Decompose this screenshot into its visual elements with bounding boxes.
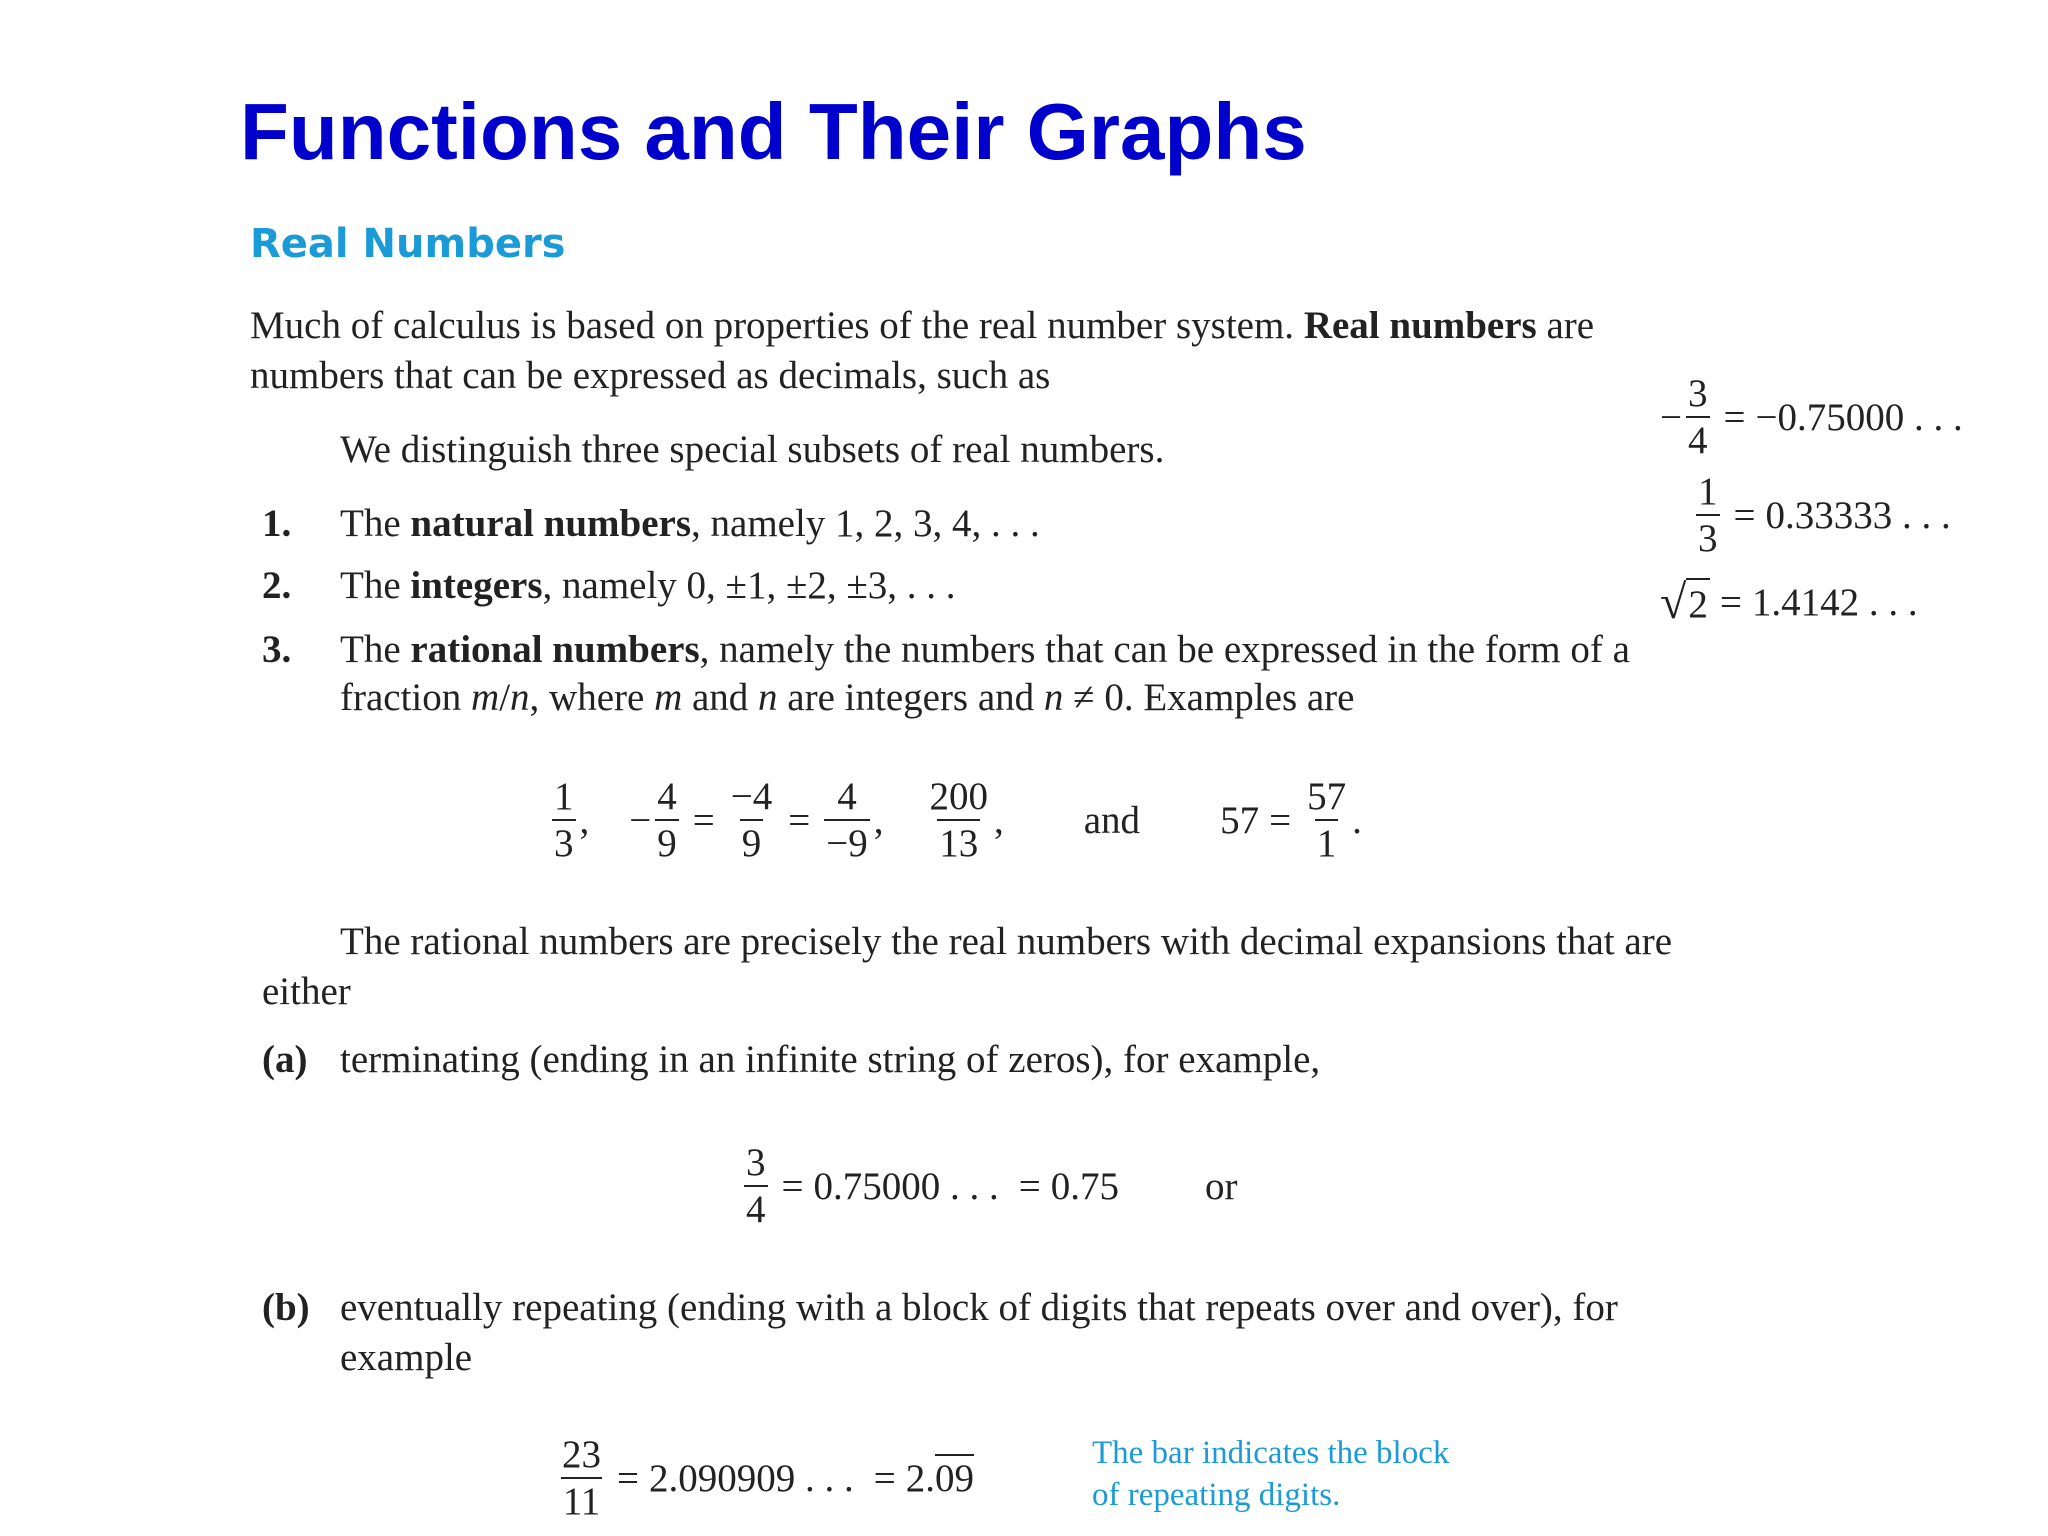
equals-sign: = xyxy=(1733,493,1756,537)
denominator: 1 xyxy=(1315,819,1339,863)
fraction xyxy=(1305,777,1348,863)
term: natural numbers xyxy=(410,502,692,545)
decimal-value: 1.4142 . . . xyxy=(1751,580,1918,624)
variable-m: m xyxy=(654,676,683,719)
numerator: 23 xyxy=(562,1433,601,1476)
variable-n: n xyxy=(1043,676,1064,719)
decimal-example-3 xyxy=(1660,572,1918,632)
equals-sign: = xyxy=(1723,395,1746,439)
item-b-line-2: example xyxy=(340,1336,473,1379)
repeating-decimal xyxy=(906,1456,974,1501)
decimal-value: 0.75 xyxy=(1050,1164,1119,1208)
minus-sign: − xyxy=(1660,395,1682,439)
denominator: 9 xyxy=(655,819,679,863)
decimal-example-2 xyxy=(1692,470,1951,560)
list-text: are integers and xyxy=(777,676,1044,719)
variable-n: n xyxy=(510,676,530,719)
section-heading: Real Numbers xyxy=(250,221,566,267)
decimal-value: −0.75000 . . . xyxy=(1755,395,1963,439)
fraction xyxy=(655,777,679,863)
item-b-line-1: eventually repeating (ending with a block of digits that repeats over and over), for xyxy=(340,1286,1618,1329)
intro-text: Much of calculus is based on properties of the real number system. xyxy=(250,304,1295,347)
fraction xyxy=(1696,472,1720,558)
denominator: 4 xyxy=(744,1185,768,1229)
denominator: 9 xyxy=(740,819,764,863)
rational-examples: $\frac{1}{3}$ , − $\frac{4}{9}$ = $\frac{-4}{9}$ = $\frac{4}{-9}$ , $\frac{200}{13}$ , and 57 = $\frac{57}{1}$ . xyxy=(554,775,1362,865)
numerator: 57 xyxy=(1307,775,1347,818)
and-word: and xyxy=(1083,798,1141,842)
numerator: 3 xyxy=(1688,372,1708,415)
fraction xyxy=(552,777,576,863)
numerator: −4 xyxy=(730,775,773,818)
number: 57 xyxy=(1220,798,1260,842)
denominator: 4 xyxy=(1686,416,1710,460)
numerator: 1 xyxy=(1698,470,1718,513)
square-root xyxy=(1660,575,1710,629)
denominator: 3 xyxy=(1696,514,1720,558)
note-line-1: The bar indicates the block xyxy=(1092,1435,1450,1471)
list-text: ≠ 0. Examples are xyxy=(1063,676,1355,719)
numerator: 4 xyxy=(837,775,857,818)
list-text: and xyxy=(682,676,759,719)
list-text: , namely 0, ±1, ±2, ±3, . . . xyxy=(542,564,956,607)
term: integers xyxy=(410,564,543,607)
item-b-marker: (b) xyxy=(262,1286,310,1329)
slash: / xyxy=(499,676,511,719)
list-marker: 1. xyxy=(262,502,292,545)
numerator: 4 xyxy=(657,775,677,818)
decimal-value: 2.090909 . . . xyxy=(649,1456,854,1500)
note-line-2: of repeating digits. xyxy=(1092,1477,1341,1513)
list-item-integers xyxy=(340,566,956,605)
denominator: 11 xyxy=(561,1477,603,1521)
list-item-natural-numbers xyxy=(340,504,1040,543)
decimal-value: 0.75000 . . . xyxy=(813,1164,999,1208)
numerator: 200 xyxy=(929,775,988,818)
fraction xyxy=(729,777,775,863)
decimal-example-1 xyxy=(1660,372,1963,462)
list-text: The xyxy=(340,502,411,545)
list-text: , namely 1, 2, 3, 4, . . . xyxy=(691,502,1040,545)
fraction xyxy=(928,777,991,863)
denominator: −9 xyxy=(824,819,870,863)
example-a: $\frac{3}{4}$ = 0.75000 . . . = 0.75 or xyxy=(746,1141,1238,1231)
radicand: 2 xyxy=(1686,578,1710,627)
fraction xyxy=(744,1143,768,1229)
list-text: fraction xyxy=(340,676,472,719)
decimal-value: 0.33333 . . . xyxy=(1765,493,1951,537)
fraction xyxy=(824,777,870,863)
equals-sign: = xyxy=(1719,580,1742,624)
decimal-prefix: 2. xyxy=(905,1456,935,1500)
repeating-block: 09 xyxy=(935,1454,974,1500)
item-a-marker: (a) xyxy=(262,1038,308,1081)
real-numbers-term: Real numbers xyxy=(1303,304,1537,347)
fraction xyxy=(1686,374,1710,460)
list-text: , where xyxy=(529,676,655,719)
list-text: The xyxy=(340,628,411,671)
item-a-text: terminating (ending in an infinite string of zeros), for example, xyxy=(340,1038,1321,1081)
list-text: , namely the numbers that can be expressed in the form of a xyxy=(699,628,1630,671)
denominator: 13 xyxy=(937,819,980,863)
list-marker: 2. xyxy=(262,564,292,607)
numerator: 3 xyxy=(746,1141,766,1184)
denominator: 3 xyxy=(552,819,576,863)
list-text: The xyxy=(340,564,411,607)
intro-line-2: numbers that can be expressed as decimals, such as xyxy=(250,354,1051,397)
rational-para-line-1: The rational numbers are precisely the real numbers with decimal expansions that are xyxy=(340,920,1672,963)
or-word: or xyxy=(1205,1164,1238,1208)
page-title: Functions and Their Graphs xyxy=(240,87,1307,176)
subsets-intro: We distinguish three special subsets of real numbers. xyxy=(340,428,1165,471)
variable-m: m xyxy=(471,676,500,719)
list-item-rational-numbers xyxy=(340,630,1630,669)
list-item-rational-line-2 xyxy=(340,678,1354,717)
term: rational numbers xyxy=(410,628,700,671)
intro-text-end: are xyxy=(1546,304,1595,347)
margin-note xyxy=(1092,1432,1449,1516)
intro-line-1 xyxy=(250,306,1594,345)
numerator: 1 xyxy=(554,775,574,818)
list-marker: 3. xyxy=(262,628,292,671)
radical-sign-icon: √ xyxy=(1660,575,1687,629)
rational-para-line-2: either xyxy=(262,970,351,1013)
fraction xyxy=(560,1435,603,1521)
example-b: $\frac{23}{11}$ = 2.090909 . . . = 2.09 xyxy=(562,1433,974,1523)
variable-n: n xyxy=(758,676,778,719)
